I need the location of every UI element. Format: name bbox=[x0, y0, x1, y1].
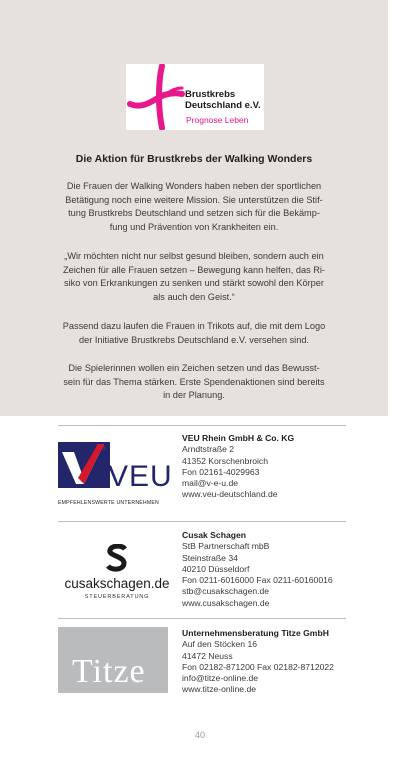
sponsor-website[interactable]: www.veu-deutschland.de bbox=[182, 489, 278, 500]
sponsor-name: Unternehmensberatung Titze GmbH bbox=[182, 628, 329, 638]
divider bbox=[58, 425, 346, 426]
sponsor-address: Auf den Stöcken 16 bbox=[182, 639, 258, 650]
cusak-s-icon bbox=[106, 544, 128, 572]
paragraph-4 bbox=[54, 362, 334, 403]
sponsor-address: Steinstraße 34 bbox=[182, 552, 238, 563]
divider bbox=[58, 521, 346, 522]
sponsor-info-titze bbox=[182, 628, 382, 696]
sponsor-info-cusak bbox=[182, 530, 382, 609]
paragraph-line: als auch den Geist.“ bbox=[153, 291, 235, 302]
paragraph-line: Die Spielerinnen wollen ein Zeichen setzen und das Bewusst- bbox=[68, 363, 320, 373]
veu-check-icon bbox=[58, 442, 110, 488]
veu-logo bbox=[58, 438, 176, 510]
logo-tagline: Prognose Leben bbox=[186, 115, 249, 125]
sponsor-email[interactable]: mail@v-e-u.de bbox=[182, 478, 239, 489]
sponsor-email[interactable]: stb@cusakschagen.de bbox=[182, 586, 270, 597]
sponsor-name: VEU Rhein GmbH & Co. KG bbox=[182, 433, 295, 443]
sponsor-phone: Fon 02182-871200 Fax 02182-8712022 bbox=[182, 661, 334, 672]
cusak-tagline: STEUERBERATUNG bbox=[84, 594, 150, 600]
titze-logo-box bbox=[58, 627, 168, 693]
sponsor-phone: Fon 0211-6016000 Fax 0211-60160016 bbox=[182, 575, 333, 586]
titze-wordmark: Titze bbox=[72, 653, 146, 690]
sponsor-legal-form: StB Partnerschaft mbB bbox=[182, 541, 270, 552]
sponsor-phone: Fon 02161-4029963 bbox=[182, 466, 260, 477]
paragraph-line: Passend dazu laufen die Frauen in Trikots auf, die mit dem Logo bbox=[62, 321, 326, 331]
sponsor-website[interactable]: www.cusakschagen.de bbox=[182, 597, 270, 608]
sponsor-name: Cusak Schagen bbox=[182, 530, 246, 540]
paragraph-line: in der Planung. bbox=[163, 390, 225, 401]
svg-text:®: ® bbox=[102, 446, 106, 452]
sponsor-website[interactable]: www.titze-online.de bbox=[182, 684, 257, 695]
logo-line-2: Deutschland e.V. bbox=[185, 100, 261, 111]
paragraph-line: der Initiative Brustkrebs Deutschland e.V. versehen sind. bbox=[79, 334, 309, 345]
sponsor-city: 41352 Korschenbroich bbox=[182, 455, 268, 466]
paragraph-line: tung Brustkrebs Deutschland und setzen sich für die Bekämp- bbox=[68, 208, 320, 219]
sponsor-info-veu bbox=[182, 433, 382, 501]
paragraph-line: Betätigung noch eine weitere Mission. Sie unterstützen die Stif- bbox=[65, 194, 323, 205]
paragraph-line: Die Frauen der Walking Wonders haben neben der sportlichen bbox=[66, 181, 322, 191]
cusakschagen-logo bbox=[58, 540, 176, 610]
paragraph-line: fung und Prävention von Krankheiten ein. bbox=[109, 221, 279, 232]
page-number: 40 bbox=[194, 730, 205, 740]
paragraph-line: Zeichen für alle Frauen setzen – Bewegung kann helfen, das Ri- bbox=[62, 264, 325, 275]
article-title: Die Aktion für Brustkrebs der Walking Wonders bbox=[75, 153, 313, 165]
paragraph-1 bbox=[54, 180, 334, 234]
veu-wordmark: VEU bbox=[108, 460, 173, 493]
paragraph-2 bbox=[54, 250, 334, 304]
paragraph-line: „Wir möchten nicht nur selbst gesund bleiben, sondern auch ein bbox=[64, 251, 324, 261]
brustkrebs-logo bbox=[126, 64, 264, 130]
paragraph-line: sein für das Thema stärken. Erste Spendenaktionen sind bereits bbox=[63, 376, 325, 387]
divider bbox=[58, 618, 346, 619]
sponsor-address: Arndtstraße 2 bbox=[182, 444, 235, 455]
paragraph-3 bbox=[54, 320, 334, 347]
veu-tagline: EMPFEHLENSWERTE UNTERNEHMEN bbox=[58, 500, 159, 506]
sponsor-city: 41472 Neuss bbox=[182, 650, 233, 661]
sponsor-email[interactable]: info@titze-online.de bbox=[182, 673, 259, 684]
paragraph-line: siko von Erkrankungen zu senken und stärkt sowohl den Körper bbox=[64, 278, 324, 289]
titze-logo bbox=[58, 627, 176, 693]
sponsor-city: 40210 Düsseldorf bbox=[182, 563, 250, 574]
logo-line-1: Brustkrebs bbox=[185, 89, 236, 100]
cusak-wordmark: cusakschagen.de bbox=[64, 576, 170, 591]
